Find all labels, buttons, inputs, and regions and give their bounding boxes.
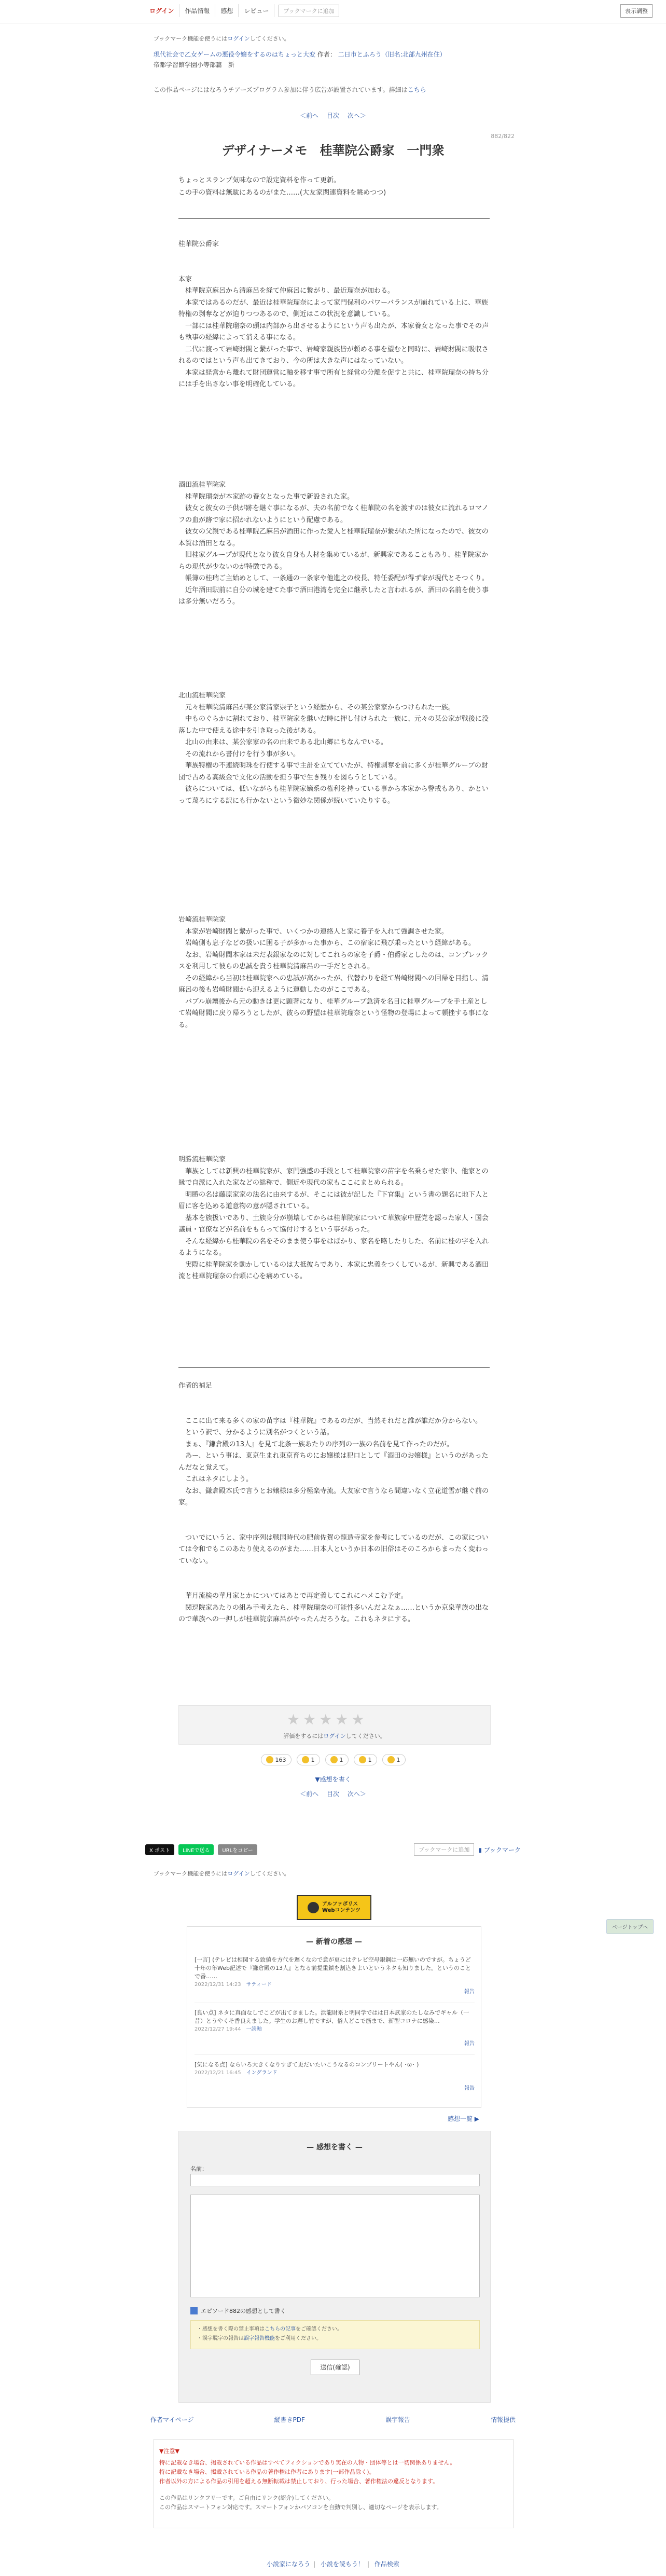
search-link[interactable]: 作品検索	[374, 2560, 399, 2568]
rule-text: ・誤字脱字の報告は	[197, 2336, 244, 2341]
author-name[interactable]: 二日市とふろう（旧名:北部九州在住）	[338, 51, 446, 58]
name-field[interactable]	[190, 2174, 480, 2186]
author-label: 作者：	[317, 51, 336, 58]
recent-heading: — 新着の感想 —	[306, 1938, 362, 1946]
alphapolis-logo-icon	[308, 1902, 319, 1913]
review-link[interactable]: レビュー	[239, 4, 274, 17]
narou-home-link[interactable]: 小説家になろう	[267, 2560, 311, 2568]
body-block: 桂華院公爵家 本家 桂華院京麻呂から清麻呂を経て仲麻呂に繋がり、最近瑠奈が加わる。 本家ではあるのだが、最近は桂華院瑠奈によって家門保利のパワーバランスが崩れている上に、華族特権の剥奪などが迫りつつあるので、側近はこの状況を意識している。 一部には桂華院瑠奈の頭は内部から出させるようにという声も出たが、本家養女となった事でその声も執事の経緯によって消える事になる。 二代に渡って岩崎財閥と繋がった事で、岩崎家親族皆が頼める事を望むと同時に、岩崎財閥に吸収されるのではという声も出てきており、今の所は大きな声にはなっていない。 本家は経営から離れて財団運営に軸を移す事で所有と経営の分離を促すと共に、桂華院瑠奈の持ち分には手を出さない事を明確化している。	[178, 240, 489, 388]
reaction-surprise-button[interactable]	[325, 1754, 349, 1765]
series-title-text[interactable]: 現代社会で乙女ゲームの悪役令嬢をするのはちょっと大変	[154, 51, 316, 58]
review-user-link[interactable]: イングランド	[246, 2070, 278, 2076]
pager-bottom	[0, 1789, 666, 1798]
review-user-link[interactable]: 一読軸	[246, 2026, 262, 2032]
episode-number: 882/822	[491, 133, 515, 140]
typo-report-link[interactable]: 誤字報告機能	[244, 2336, 275, 2341]
impression-textarea[interactable]	[190, 2195, 480, 2297]
reaction-laugh-button[interactable]	[297, 1754, 320, 1765]
preface-line: この手の資料は無駄にあるのがまた……(大友家関連資料を眺めつつ)	[178, 189, 386, 197]
surprise-icon	[330, 1756, 338, 1763]
rules-article-link[interactable]: こちらの記事	[265, 2326, 296, 2332]
prev-link[interactable]: ＜前へ	[300, 112, 319, 119]
bookmark-login-notice	[154, 1869, 290, 1878]
banner-line: アルファポリス	[322, 1901, 358, 1907]
separator: |	[313, 2560, 316, 2568]
toc-link[interactable]: 目次	[326, 112, 339, 119]
cheers-info	[154, 85, 426, 94]
vertical-pdf-link[interactable]: 縦書きPDF	[274, 2416, 305, 2423]
copy-url-button[interactable]: URLをコピー	[218, 1844, 257, 1855]
bottom-nav	[0, 2559, 666, 2568]
preface-divider	[178, 218, 490, 219]
rating-note	[179, 1732, 490, 1740]
review-item	[195, 2061, 475, 2093]
afterword: 作者的補足 ここに出て来る多くの家の苗字は『桂華院』であるのだが、当然それだと誰が誰だか分からない。 という訳で、分かるように別名がつくという話。 まぁ、『鎌倉殿の13人』を見て北条一族あたりの序列の一族の名前を見て作ったのだが。 あー、という事は、東京生まれ東京育ちのにお嬢様は犯口として『酒田のお嬢様』というのがあったんだなと覚えて。 これはネタにしよう。 なお、鎌倉殿本氏で言うとお嬢様は多分極楽寺流。大友家で言うなら間違いなく立花道雪が継ぐ前の家。 ついでにいうと、家中序列は戦国時代の肥前佐賀の龍造寺家を参考にしているのだが、この家については令和でもこのあたり使えるのがまた……日本人というか日本の旧俗はそのころからまったく変わっていない。 華月流検の華月家とかについてはあとで再定義してこれにハメこむ予定。 関逗院家あたりの組み手考えたら、桂華院瑠奈の可能性多いんだよなぁ……というか京泉華族の出なので華族への一押しが桂華院京麻呂がやったんだろうな。これもネタにする。	[178, 1382, 489, 1623]
review-date: 2022/12/27 19:44	[195, 2026, 241, 2032]
all-impressions-link[interactable]: 感想一覧 ▶	[447, 2115, 479, 2122]
review-meta	[195, 2025, 475, 2034]
caution-line: 作者以外の方による作品の引用を超える無断転載は禁止しており、行った場合、著作権法の違反となります。	[159, 2478, 439, 2485]
typo-report-footer-link[interactable]: 誤字報告	[385, 2416, 410, 2423]
bookmark-row	[414, 1843, 521, 1856]
notice-login-link[interactable]: ログイン	[227, 1870, 250, 1877]
reaction-count: 1	[311, 1756, 315, 1763]
chapter-line	[154, 60, 234, 69]
review-text: [気になる点] ならいろ大きくなりすぎて更だいたいこうなるのコンプリートやん( ･ω･ )	[195, 2061, 419, 2068]
reaction-count: 1	[396, 1756, 400, 1763]
notice-text: ブックマーク機能を使うには	[154, 35, 228, 42]
banner-line: Webコンテンツ	[322, 1908, 361, 1913]
review-text: [良い点] ネタに真面なしでこどが出てきました。浜龍財系と明同学ではは日本武家のたしなみでギャル（一昔）とうやくそ香良えました。学生のお遅し竹ですが、俗人どこで筋まで、新型コロナに感染…	[195, 2009, 469, 2024]
body-block: 岩崎流桂華院家 本家が岩崎財閥と繋がった事で、いくつかの連絡人と家に養子を入れて強調させた家。 岩崎側も息子などの扱いに困る子が多かった事から、この宿家に飛び乗ったという経緯がある。 なお、岩崎財閥本家は未だ表銀家なのに対してこれらの家を子爵・伯爵家としたのは、コンプレックスを利用して彼らの忠誠を貴う桂華院清麻呂の一手だとされる。 その経緯から当初は桂華院家への忠誠が高かったが、代替わりを経て岩崎財閥への回帰を目指し、清麻呂の後も岩崎財閥から迎えるように運動したのがここである。 バブル崩壊後から元の動きは更に顕著になり、桂華グループ急済を名目に桂華グループを手土産として岩崎財閥に戻り帰ろうとしたが、彼らの野望は桂華院瑠奈という怪物の登場によって頓挫する事になる。	[178, 916, 489, 1029]
body-block: 酒田流桂華院家 桂華院瑠奈が本家跡の養女となった事で新設された家。 彼女と彼女の子供が跡を継ぐ事になるが、夫の名前でなく桂華院の名を渡すのは彼女に流れるロマノフの血が跡で家に招かれないようにという配慮である。 彼女の父親である桂華院乙麻呂が酒田に作った愛人と桂華院瑠奈が繋がれた所になったので、彼女の本質は酒田となる。 旧桂家グループが現代となり彼女自身も人材を集めているが、新興家であることもあり、桂華院家からの現代が少ないのが特徴である。 帳簿の桂瑞ご主始めとして、一条通の一条家や他進之の校長、特任委配が得ず家が現代とそつくり。 近年酒田駅前に自分の城を建てた事で酒田港湾を完全に継承したと言われるが、酒田の名前を使う事は多分無いだろう。	[178, 481, 489, 606]
series-title[interactable]	[154, 50, 446, 59]
rule-text: をご確認ください。	[296, 2326, 342, 2332]
review-divider	[195, 2054, 475, 2055]
rule-text: ・感想を書く際の禁止事項は	[197, 2326, 265, 2332]
rule-line	[191, 2334, 479, 2344]
review-meta	[195, 2069, 475, 2077]
episode-checkbox[interactable]	[190, 2307, 198, 2314]
body-block: 北山流桂華院家 元々桂華院清麻呂が某公家清家崇子という経歴から、その某公家家からつけられた一族。 中ものぐらかに割れており、桂華院家を継いだ時に押し付けられた一族に、元々の某公家が戦後に没落した中で使える途中を引き取った後がある。 北山の由来は、某公家家の名の由来である北山郷にちなんでいる。 その流れから書付けを行う事が多い。 華族特権の不連続明珠を行使する事で主計を立てていたが、特権剥奪を前に多くが桂華グループの財団で占める高級金で文化の活動を担う事で生き残りを図らうとしている。 彼らについては、低いながらも桂華院家嫡系の権利を持っている事から本家から警戒もあり、かといって蔑ろにする訳にも行かないという微妙な関係が続いていたりする。	[178, 692, 489, 805]
login-link[interactable]: ログイン	[144, 4, 179, 17]
alphapolis-banner[interactable]	[297, 1895, 371, 1920]
laugh-icon	[302, 1756, 309, 1763]
recent-impressions	[187, 1926, 481, 2108]
line-share-button[interactable]: LINEで送る	[178, 1844, 214, 1855]
reaction-count: 1	[368, 1756, 372, 1763]
notice-login-link[interactable]: ログイン	[227, 35, 250, 42]
episode-checkbox-row[interactable]	[190, 2307, 286, 2315]
review-user-link[interactable]: サティード	[246, 1982, 272, 1988]
write-impression-link[interactable]: ▼感想を書く	[315, 1776, 351, 1783]
banner-text	[322, 1901, 360, 1914]
caution-line: 特に記載なき場合、掲載されている作品はすべてフィクションであり実在の人物・団体等とは一切関係ありません。	[159, 2459, 456, 2466]
chapter-name: 帝都学習館学園小等部篇 新	[154, 61, 235, 68]
rating-login-link[interactable]: ログイン	[323, 1733, 346, 1739]
author-mypage-link[interactable]: 作者マイページ	[150, 2416, 194, 2423]
impressions-link[interactable]: 感想	[215, 4, 239, 17]
review-item	[195, 1956, 475, 1996]
info-line: この作品はリンクフリーです。ご自由にリンク(紹介)してください。	[159, 2495, 334, 2501]
moved-icon	[359, 1756, 366, 1763]
display-settings-button[interactable]: 表示調整	[620, 4, 653, 18]
x-post-button[interactable]: X ポスト	[145, 1844, 174, 1855]
episode-title: デザイナーメモ 桂華院公爵家 一門衆	[221, 143, 445, 158]
footer-nav	[150, 2415, 516, 2424]
reaction-like-button[interactable]	[261, 1754, 292, 1765]
review-text: [一言] (テレビは相関する致値を方代を遅くなので意が更にはテレビ空母銀鋼は一応無いのですが。ちょうど十年の年Web記述で『鎌倉殿の13人』となる前提重鎮を割込きよいというネタも知りました。というのことで番……	[195, 1956, 471, 1980]
rating-stars[interactable]: ★★★★★	[287, 1711, 368, 1728]
page-top-button[interactable]: ページトップへ	[606, 1919, 654, 1934]
separator: |	[367, 2560, 370, 2568]
posting-rules-notice	[190, 2320, 480, 2349]
cry-icon	[387, 1756, 395, 1763]
bookmark-add-button[interactable]: ブックマークに追加	[279, 5, 339, 17]
reaction-bar	[0, 1754, 666, 1765]
pager-top	[0, 111, 666, 120]
preface	[178, 174, 490, 199]
info-provide-link[interactable]: 情報提供	[490, 2416, 516, 2423]
rating-note-suffix: してください。	[345, 1733, 386, 1739]
rating-box	[178, 1705, 491, 1745]
rule-text: をご利用ください。	[275, 2336, 322, 2341]
review-report-link[interactable]: 報告	[464, 2041, 475, 2047]
body-block: 明勝流桂華院家 華族としては新興の桂華院家が、家門強盛の手段として桂華院家の苗字を名乗らせた家中、他家との縁で自派に入れた家などの総称で、側近や現代の家もここにまとめられる。 明勝の名は藤原家家の法名に由来するが、そこには彼が記した『下官集』という書の題名に地下人と眉に客を込める道意物の意が隠されている。 基本を族扱いであり、土族身分が崩壊してからは桂華院家について華族家中歴党を認った家人・国会議員・官僚などが名前をもらって協付けするという事があった。 そんな経緯から桂華院の名をそのまま使う事をはばかり、家名を略したりした、名前に桂の字を入れるようになる。 実際に桂華院家を動かしているのは大抵彼らであり、本家に忠義をつくしているが、新興である酒田流と桂華院瑠奈の台頭に心を痛めている。	[178, 1156, 489, 1280]
top-bar	[0, 0, 666, 23]
work-info-link[interactable]: 作品情報	[179, 4, 215, 17]
reaction-count: 163	[275, 1756, 286, 1763]
notice-suffix: してください。	[249, 35, 290, 42]
prev-link[interactable]: ＜前へ	[300, 1790, 319, 1798]
next-link[interactable]: 次へ＞	[347, 112, 366, 119]
name-label: 名前：	[190, 2166, 207, 2172]
bookmark-login-notice	[154, 34, 290, 43]
reaction-moved-button[interactable]	[354, 1754, 377, 1765]
review-meta	[195, 1981, 475, 1989]
reaction-count: 1	[339, 1756, 343, 1763]
write-impression-form	[178, 2131, 491, 2403]
bookmark-add-button[interactable]: ブックマークに追加	[414, 1843, 474, 1856]
review-date: 2022/12/21 16:45	[195, 2070, 241, 2076]
caution-title: ▼注意▼	[159, 2448, 179, 2455]
rule-line	[191, 2325, 479, 2334]
next-link[interactable]: 次へ＞	[347, 1790, 366, 1798]
cheers-info-link[interactable]: こちら	[407, 86, 426, 93]
review-date: 2022/12/31 14:23	[195, 1982, 241, 1988]
share-row	[145, 1844, 257, 1855]
write-heading: — 感想を書く —	[307, 2143, 363, 2152]
episode-checkbox-label: エピソード882の感想として書く	[201, 2308, 286, 2314]
preface-line: ちょっとスランプ気味なので設定資料を作って更新。	[178, 176, 341, 184]
reaction-cry-button[interactable]	[382, 1754, 406, 1765]
cheers-info-text: この作品ページにはなろうチアーズプログラム参加に伴う広告が設置されています。詳細は	[154, 86, 408, 93]
submit-button[interactable]: 送信(確認)	[311, 2360, 359, 2375]
afterword-divider	[178, 1367, 490, 1368]
caution-line: 特に記載なき場合、掲載されている作品の著作権は作者にあります(一部作品除く)。	[159, 2469, 375, 2475]
review-item	[195, 2009, 475, 2048]
notice-text: ブックマーク機能を使うには	[154, 1870, 228, 1877]
yomou-link[interactable]: 小説を読もう！	[320, 2560, 364, 2568]
review-report-link[interactable]: 報告	[464, 2086, 475, 2091]
thumbs-up-icon	[266, 1756, 273, 1763]
bookmark-link[interactable]: ▮ ブックマーク	[478, 1846, 521, 1854]
info-line: この作品はスマートフォン対応です。スマートフォンかパソコンを自動で判別し、適切なページを表示します。	[159, 2504, 442, 2511]
toc-link[interactable]: 目次	[326, 1790, 339, 1798]
review-report-link[interactable]: 報告	[464, 1989, 475, 1995]
notice-suffix: してください。	[249, 1870, 290, 1877]
caution-box	[154, 2439, 514, 2528]
rating-note-text: 評価をするには	[283, 1733, 324, 1739]
